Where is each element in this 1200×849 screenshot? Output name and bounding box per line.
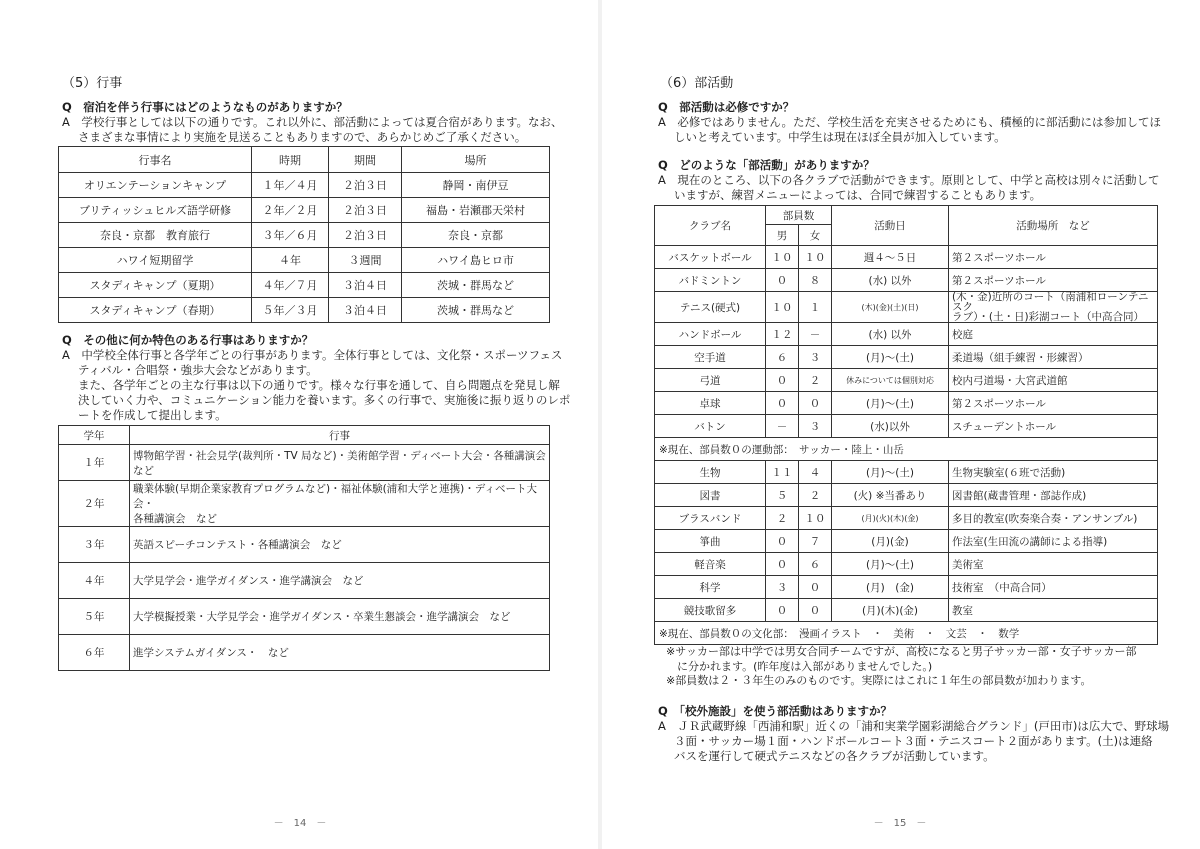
section-title-events: （5）行事 xyxy=(62,76,123,91)
activity-days-cell: (水) 以外 xyxy=(832,269,949,292)
table-cell: ４年／７月 xyxy=(252,273,329,298)
activity-days-cell: (月)～(土) xyxy=(832,346,949,369)
table-row xyxy=(59,173,550,198)
male-count-cell: １０ xyxy=(766,246,799,269)
grade-events-cell xyxy=(130,445,550,481)
grade-events-cell xyxy=(130,635,550,671)
female-count-cell: ４ xyxy=(799,461,832,484)
table-header-row xyxy=(655,206,1158,225)
male-count-cell: ０ xyxy=(766,553,799,576)
male-count-cell: － xyxy=(766,415,799,438)
header-members: 部員数 xyxy=(766,206,832,225)
page-number: － 14 － xyxy=(273,818,327,829)
page-number: － 15 － xyxy=(873,818,927,829)
table-cell: ２泊３日 xyxy=(329,223,402,248)
activity-days-cell: (水)以外 xyxy=(832,415,949,438)
answer-line: 決していく力や、コミュニケーション能力を養います。多くの行事で、実施後に振り返りのレポ xyxy=(78,393,571,407)
table-cell: スタディキャンプ（春期） xyxy=(59,298,252,323)
note-line: ※部員数は２・３年生のみのものです。実際にはこれに１年生の部員数が加わります。 xyxy=(666,674,1092,687)
note-line: ※サッカー部は中学では男女合同チームですが、高校になると男子サッカー部・女子サッカー部 xyxy=(666,645,1137,658)
activity-days-cell: (月)(金) xyxy=(832,530,949,553)
question-text: Q どのような「部活動」がありますか？ xyxy=(658,158,875,172)
answer-line: A 必修ではありません。ただ、学校生活を充実させるためにも、積極的に部活動には参加してほ xyxy=(658,115,1162,129)
cell-line: 職業体験(早期企業家教育プログラムなど)・福祉体験(浦和大学と連携)・ディベート大会・ xyxy=(133,483,537,510)
activity-days-cell: (月)(火)(木)(金) xyxy=(832,507,949,530)
table-row xyxy=(655,507,1158,530)
activity-place-cell: 生物実験室(６班で活動) xyxy=(949,461,1158,484)
answer-line: バスを運行して硬式テニスなどの各クラブが活動しています。 xyxy=(674,749,995,763)
answer-line: A 現在のところ、以下の各クラブで活動ができます。原則として、中学と高校は別々に活動して xyxy=(658,173,1160,187)
table-row xyxy=(655,530,1158,553)
page-15 xyxy=(600,0,1200,849)
club-name-cell: 弓道 xyxy=(655,369,766,392)
table-row xyxy=(655,484,1158,507)
table-row xyxy=(59,635,550,671)
header-female: 女 xyxy=(799,225,832,246)
table-row xyxy=(655,461,1158,484)
club-name-cell: ブラスバンド xyxy=(655,507,766,530)
female-count-cell: ７ xyxy=(799,530,832,553)
table-row xyxy=(655,599,1158,622)
table-row xyxy=(59,563,550,599)
male-count-cell: １０ xyxy=(766,292,799,323)
club-name-cell: ハンドボール xyxy=(655,323,766,346)
male-count-cell: ２ xyxy=(766,507,799,530)
cell-line: 大学見学会・進学ガイダンス・進学講演会 など xyxy=(133,575,364,587)
activity-days-cell: (月)～(土) xyxy=(832,461,949,484)
header-place: 活動場所 など xyxy=(949,206,1158,246)
header-cell: 場所 xyxy=(402,147,550,173)
question-text: Q その他に何か特色のある行事はありますか？ xyxy=(62,333,314,347)
female-count-cell: ２ xyxy=(799,369,832,392)
activity-place-cell: 美術室 xyxy=(949,553,1158,576)
cell-line: 英語スピーチコンテスト・各種講演会 など xyxy=(133,539,342,551)
header-male: 男 xyxy=(766,225,799,246)
table-cell: 静岡・南伊豆 xyxy=(402,173,550,198)
answer-line: ートを作成して提出します。 xyxy=(78,408,227,422)
note-line: に分かれます。(昨年度は入部がありませんでした。) xyxy=(666,659,933,673)
female-count-cell: ８ xyxy=(799,269,832,292)
table-row xyxy=(59,198,550,223)
qa-club-list xyxy=(658,158,1160,203)
activity-place-cell: 校内弓道場・大宮武道館 xyxy=(949,369,1158,392)
table-cell: 奈良・京都 xyxy=(402,223,550,248)
female-count-cell: ０ xyxy=(799,392,832,415)
grade-cell: ２年 xyxy=(59,481,130,527)
grade-events-cell xyxy=(130,481,550,527)
activity-days-cell: 休みについては個別対応 xyxy=(832,369,949,392)
table-row xyxy=(59,298,550,323)
table-row xyxy=(59,223,550,248)
table-cell: １年／４月 xyxy=(252,173,329,198)
activity-days-cell: (木)(金)(土)(日) xyxy=(832,292,949,323)
table-cell: ５年／３月 xyxy=(252,298,329,323)
answer-line: しいと考えています。中学生は現在ほぼ全員が加入しています。 xyxy=(674,130,1006,144)
male-count-cell: ３ xyxy=(766,576,799,599)
male-count-cell: ０ xyxy=(766,599,799,622)
cell-line: 各種講演会 など xyxy=(133,513,217,525)
male-count-cell: ０ xyxy=(766,269,799,292)
table-row xyxy=(655,553,1158,576)
table-note-row xyxy=(655,622,1158,645)
header-cell: 学年 xyxy=(59,426,130,445)
cell-line: ラブ）・(土・日)彩湖コート（中高合同） xyxy=(952,311,1145,323)
table-row xyxy=(59,527,550,563)
table-cell: ３泊４日 xyxy=(329,298,402,323)
answer-line: さまざまな事情により実施を見送ることもありますので、あらかじめご了承ください。 xyxy=(78,130,527,144)
club-name-cell: 卓球 xyxy=(655,392,766,415)
table-row xyxy=(655,246,1158,269)
grade-cell: ３年 xyxy=(59,527,130,563)
table-cell: ３週間 xyxy=(329,248,402,273)
table-cell: 奈良・京都 教育旅行 xyxy=(59,223,252,248)
table-row xyxy=(655,292,1158,323)
table-row xyxy=(655,269,1158,292)
cell-line: 進学システムガイダンス・ など xyxy=(133,647,289,659)
activity-days-cell: (月)(木)(金) xyxy=(832,599,949,622)
activity-days-cell: (月) (金) xyxy=(832,576,949,599)
club-name-cell: 競技歌留多 xyxy=(655,599,766,622)
table-row xyxy=(59,599,550,635)
grade-events-cell xyxy=(130,599,550,635)
table-cell: ２泊３日 xyxy=(329,173,402,198)
table-row xyxy=(655,346,1158,369)
header-cell: 行事名 xyxy=(59,147,252,173)
header-cell: 行事 xyxy=(130,426,550,445)
grade-cell: ４年 xyxy=(59,563,130,599)
male-count-cell: １２ xyxy=(766,323,799,346)
answer-line: A 中学校全体行事と各学年ごとの行事があります。全体行事としては、文化祭・スポーツフェス xyxy=(62,348,563,362)
table-cell: オリエンテーションキャンプ xyxy=(59,173,252,198)
activity-days-cell: 週４～５日 xyxy=(832,246,949,269)
club-name-cell: 空手道 xyxy=(655,346,766,369)
female-count-cell: ３ xyxy=(799,415,832,438)
table-cell: ３年／６月 xyxy=(252,223,329,248)
male-count-cell: ６ xyxy=(766,346,799,369)
club-name-cell: テニス(硬式) xyxy=(655,292,766,323)
female-count-cell: １ xyxy=(799,292,832,323)
question-text: Q 「校外施設」を使う部活動はありますか？ xyxy=(658,704,893,718)
answer-line: いますが、練習メニューによっては、合同で練習することもあります。 xyxy=(674,188,1042,202)
table-row xyxy=(655,323,1158,346)
table-row xyxy=(655,576,1158,599)
cell-line: 大学模擬授業・大学見学会・進学ガイダンス・卒業生懇談会・進学講演会 など xyxy=(133,611,511,623)
table-cell: ４年 xyxy=(252,248,329,273)
answer-line: また、各学年ごとの主な行事は以下の通りです。様々な行事を通して、自ら問題点を発見し解 xyxy=(78,378,560,392)
clubs-table xyxy=(654,205,1158,645)
cell-line: など xyxy=(133,464,154,477)
qa-external-facilities xyxy=(658,704,1169,764)
qa-club-required xyxy=(658,100,1161,145)
activity-days-cell: (月)～(土) xyxy=(832,392,949,415)
table-row xyxy=(59,481,550,527)
table-row xyxy=(655,415,1158,438)
activity-place-cell: 図書館(蔵書管理・部誌作成) xyxy=(949,484,1158,507)
table-row xyxy=(59,273,550,298)
header-days: 活動日 xyxy=(832,206,949,246)
table-cell: ３泊４日 xyxy=(329,273,402,298)
activity-place-cell: 第２スポーツホール xyxy=(949,246,1158,269)
answer-line: A 学校行事としては以下の通りです。これ以外に、部活動によっては夏合宿があります。なお、 xyxy=(62,115,563,129)
table-header-row xyxy=(59,426,550,445)
club-name-cell: 図書 xyxy=(655,484,766,507)
events-table xyxy=(58,146,550,323)
female-count-cell: ６ xyxy=(799,553,832,576)
table-note-row xyxy=(655,438,1158,461)
table-cell: ハワイ島ヒロ市 xyxy=(402,248,550,273)
table-row xyxy=(655,369,1158,392)
table-cell: ブリティッシュヒルズ語学研修 xyxy=(59,198,252,223)
activity-place-cell: 作法室(生田流の講師による指導) xyxy=(949,530,1158,553)
answer-line: ３面・サッカー場１面・ハンドボールコート３面・テニスコート２面があります。(土)は連絡 xyxy=(674,734,1153,748)
table-cell: 福島・岩瀬郡天栄村 xyxy=(402,198,550,223)
grade-events-cell xyxy=(130,563,550,599)
header-cell: 時期 xyxy=(252,147,329,173)
header-cell: 期間 xyxy=(329,147,402,173)
question-text: Q 宿泊を伴う行事にはどのようなものがありますか？ xyxy=(62,100,348,114)
table-header-row xyxy=(59,147,550,173)
cell-line: (木・金)近所のコート（南浦和ローンテニスク xyxy=(952,291,1149,313)
female-count-cell: － xyxy=(799,323,832,346)
table-row xyxy=(59,248,550,273)
male-count-cell: ０ xyxy=(766,392,799,415)
table-cell: 茨城・群馬など xyxy=(402,273,550,298)
male-count-cell: １１ xyxy=(766,461,799,484)
club-name-cell: バトン xyxy=(655,415,766,438)
activity-days-cell: (水) 以外 xyxy=(832,323,949,346)
table-cell: ２泊３日 xyxy=(329,198,402,223)
club-name-cell: バスケットボール xyxy=(655,246,766,269)
club-name-cell: 軽音楽 xyxy=(655,553,766,576)
table-cell: ２年／２月 xyxy=(252,198,329,223)
male-count-cell: ０ xyxy=(766,369,799,392)
question-text: Q 部活動は必修ですか？ xyxy=(658,100,795,114)
female-count-cell: ３ xyxy=(799,346,832,369)
section-title-clubs: （6）部活動 xyxy=(660,76,734,91)
grade-cell: ５年 xyxy=(59,599,130,635)
male-count-cell: ０ xyxy=(766,530,799,553)
club-name-cell: 科学 xyxy=(655,576,766,599)
cell-line: 博物館学習・社会見学(裁判所・TV 局など)・美術館学習・ディベート大会・各種講演会 xyxy=(133,449,546,462)
answer-line: ティバル・合唱祭・強歩大会などがあります。 xyxy=(78,363,318,377)
grade-cell: １年 xyxy=(59,445,130,481)
grade-events-table xyxy=(58,425,550,671)
club-name-cell: バドミントン xyxy=(655,269,766,292)
activity-place-cell: 教室 xyxy=(949,599,1158,622)
female-count-cell: ２ xyxy=(799,484,832,507)
club-name-cell: 生物 xyxy=(655,461,766,484)
activity-days-cell: (火) ※当番あり xyxy=(832,484,949,507)
table-row xyxy=(655,392,1158,415)
table-cell: スタディキャンプ（夏期） xyxy=(59,273,252,298)
table-cell: 茨城・群馬など xyxy=(402,298,550,323)
activity-place-cell: 校庭 xyxy=(949,323,1158,346)
club-notes xyxy=(666,645,1137,689)
qa-special-events xyxy=(62,333,570,423)
activity-place-cell: 多目的教室(吹奏楽合奏・アンサンブル) xyxy=(949,507,1158,530)
female-count-cell: ０ xyxy=(799,599,832,622)
activity-place-cell: 第２スポーツホール xyxy=(949,269,1158,292)
activity-place-cell: 第２スポーツホール xyxy=(949,392,1158,415)
activity-place-cell: 技術室 （中高合同） xyxy=(949,576,1158,599)
activity-place-cell: 柔道場（組手練習・形練習） xyxy=(949,346,1158,369)
sports-note: ※現在、部員数０の運動部： サッカー・陸上・山岳 xyxy=(655,438,1158,461)
activity-days-cell: (月)～(土) xyxy=(832,553,949,576)
male-count-cell: ５ xyxy=(766,484,799,507)
culture-note: ※現在、部員数０の文化部： 漫画イラスト ・ 美術 ・ 文芸 ・ 数学 xyxy=(655,622,1158,645)
answer-line: A ＪＲ武蔵野線「西浦和駅」近くの「浦和実業学園彩湖総合グランド」(戸田市)は広大で、野球場 xyxy=(658,719,1170,733)
header-club: クラブ名 xyxy=(655,206,766,246)
grade-events-cell xyxy=(130,527,550,563)
club-name-cell: 箏曲 xyxy=(655,530,766,553)
qa-overnight-events xyxy=(62,100,563,145)
activity-place-cell: スチューデントホール xyxy=(949,415,1158,438)
female-count-cell: １０ xyxy=(799,507,832,530)
activity-place-cell xyxy=(949,292,1158,323)
female-count-cell: １０ xyxy=(799,246,832,269)
table-cell: ハワイ短期留学 xyxy=(59,248,252,273)
female-count-cell: ０ xyxy=(799,576,832,599)
table-row xyxy=(59,445,550,481)
grade-cell: ６年 xyxy=(59,635,130,671)
